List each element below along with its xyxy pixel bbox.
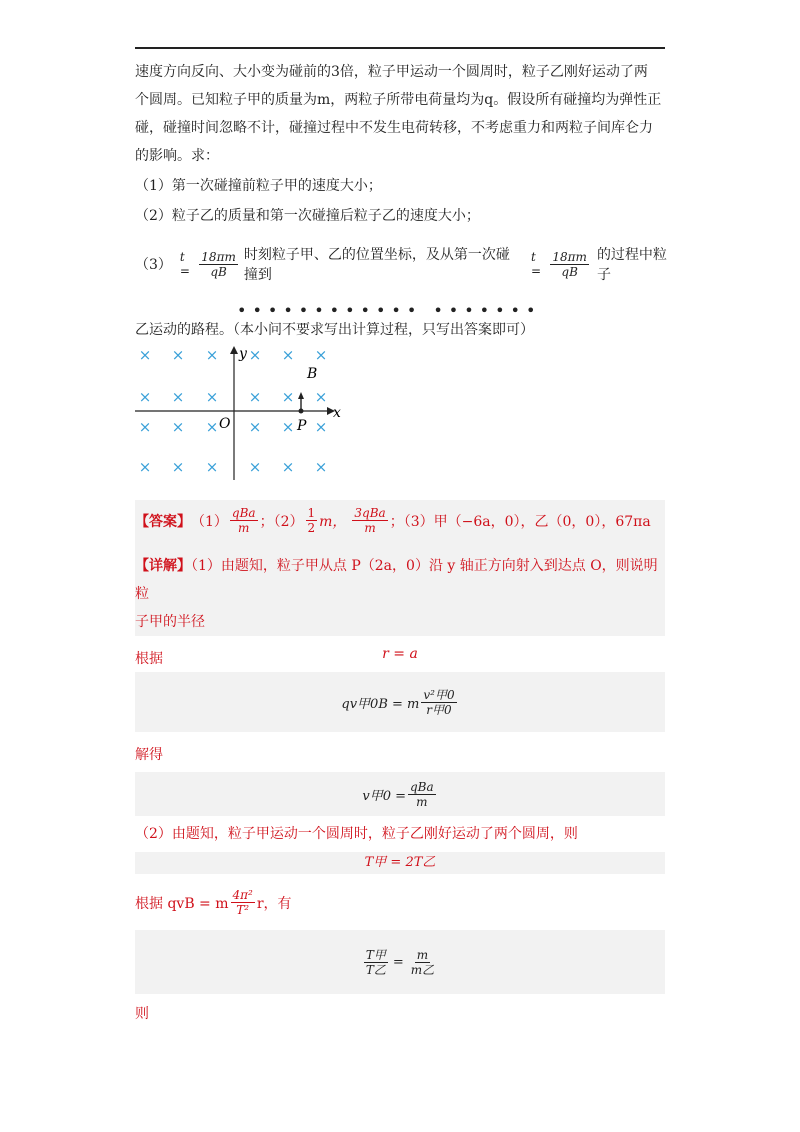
answer-1-num: qBa	[231, 506, 256, 520]
q3-frac-den-2: qB	[561, 264, 578, 279]
field-cross: ×	[171, 346, 185, 364]
eq2-den: m	[416, 794, 428, 809]
field-cross: ×	[314, 388, 328, 406]
x-label: x	[333, 405, 341, 421]
equation-2	[135, 772, 665, 816]
eq2-left: v甲0 =	[362, 788, 406, 804]
diagram-svg	[135, 340, 345, 485]
detail-text2: 子甲的半径	[135, 614, 205, 630]
q3-fraction	[199, 250, 238, 279]
field-cross: ×	[281, 346, 295, 364]
problem-line: 速度方向反向、大小变为碰前的3倍，粒子甲运动一个圆周时，粒子乙刚好运动了两	[135, 64, 648, 80]
eq4-num: 4π²	[232, 888, 253, 902]
eq4-den: T²	[236, 903, 250, 917]
y-axis-arrow	[230, 346, 238, 354]
field-cross: ×	[205, 458, 219, 476]
question-1: （1）第一次碰撞前粒子甲的速度大小；	[135, 178, 382, 194]
field-cross: ×	[171, 458, 185, 476]
answer-2-den: 2	[307, 521, 316, 535]
answer-p1: （1）	[191, 513, 228, 530]
field-cross: ×	[138, 458, 152, 476]
answer-2-fraction	[306, 506, 318, 535]
q3-frac-num: 18πm	[201, 249, 236, 264]
equation-r: r = a	[382, 646, 418, 662]
field-cross: ×	[205, 388, 219, 406]
answer-2-num: 1	[307, 506, 316, 520]
field-cross: ×	[248, 346, 262, 364]
genju-label: 根据	[135, 651, 163, 667]
field-cross: ×	[248, 458, 262, 476]
field-cross: ×	[138, 388, 152, 406]
eq2-num: qBa	[409, 779, 434, 794]
eq1-fraction	[421, 688, 456, 717]
q3-frac-num-2: 18πm	[552, 249, 587, 264]
magnetic-field-diagram	[135, 340, 345, 485]
eq5-left-fraction	[364, 948, 388, 977]
q3-end: 的过程中粒子	[596, 247, 667, 283]
field-cross: ×	[138, 418, 152, 436]
answer-tag: 【答案】	[135, 513, 191, 530]
answer-2-m: m，	[319, 513, 347, 530]
eq5-equals: =	[392, 954, 404, 970]
answer-line	[135, 506, 651, 535]
velocity-arrow	[298, 392, 304, 399]
eq5-den-r: m乙	[410, 962, 435, 977]
field-cross: ×	[314, 418, 328, 436]
q3-t2: t =	[531, 250, 542, 278]
header-rule	[135, 47, 665, 49]
question-3-line2: 乙运动的路程。（本小问不要求写出计算过程，只写出答案即可）	[135, 322, 534, 338]
eq1-left: qv甲0B = m	[341, 696, 420, 712]
eq5-num-l: T甲	[365, 947, 386, 962]
detail-block	[135, 552, 665, 668]
q3-prefix: （3）	[135, 257, 172, 273]
eq4-tail: r，有	[256, 895, 292, 912]
field-cross: ×	[281, 458, 295, 476]
eq4-fraction	[231, 888, 255, 917]
answer-1-fraction	[230, 506, 258, 535]
detail-text3: （2）由题知，粒子甲运动一个圆周时，粒子乙刚好运动了两个圆周，则	[135, 826, 578, 842]
genju-line-2	[135, 888, 292, 917]
problem-text	[135, 58, 665, 230]
eq2-fraction	[408, 780, 436, 809]
eq1-num: v²甲0	[423, 687, 455, 702]
detail-line1	[135, 552, 665, 608]
point-p-dot	[299, 409, 304, 414]
equation-box-1	[135, 672, 665, 732]
q3-frac-den: qB	[210, 264, 227, 279]
question-3	[135, 244, 675, 284]
answer-2b-den: m	[364, 521, 376, 535]
field-cross: ×	[138, 346, 152, 364]
problem-line: 碰，碰撞时间忽略不计，碰撞过程中不发生电荷转移，不考虑重力和两粒子间库仑力	[135, 120, 653, 136]
problem-line: 个圆周。已知粒子甲的质量为m，两粒子所带电荷量均为q。假设所有碰撞均为弹性正	[135, 92, 662, 108]
emphasis-dots: •••••••••••• •••••••	[237, 301, 542, 320]
field-cross: ×	[171, 418, 185, 436]
origin-label: O	[219, 416, 231, 432]
answer-2b-fraction	[352, 506, 387, 535]
detail-tag: 【详解】	[135, 558, 191, 574]
eq5-den-l: T乙	[365, 962, 386, 977]
field-cross: ×	[248, 418, 262, 436]
field-cross: ×	[314, 458, 328, 476]
genju2: 根据 qvB = m	[135, 895, 229, 912]
problem-line: 的影响。求：	[135, 148, 219, 164]
field-cross: ×	[281, 418, 295, 436]
q3-mid: 时刻粒子甲、乙的位置坐标，及从第一次碰撞到	[243, 247, 510, 283]
equation-box-5	[135, 930, 665, 994]
q3-t: t =	[179, 250, 190, 278]
answer-sep2: ；（3）甲（−6a，0），乙（0，0），67πa	[389, 513, 651, 530]
field-cross: ×	[314, 346, 328, 364]
b-label: B	[307, 366, 318, 382]
equation-3: T甲 = 2T乙	[135, 852, 665, 874]
answer-sep1: ；（2）	[259, 513, 304, 530]
q3-fraction-2	[550, 250, 589, 279]
field-cross: ×	[205, 418, 219, 436]
detail-text1: （1）由题知，粒子甲从点 P（2a，0）沿 y 轴正方向射入到达点 O，则说明粒	[135, 558, 658, 602]
field-cross: ×	[281, 388, 295, 406]
field-cross: ×	[248, 388, 262, 406]
eq1-den: r甲0	[426, 702, 452, 717]
equation-5	[135, 930, 665, 994]
answer-1-den: m	[238, 521, 250, 535]
question-2: （2）粒子乙的质量和第一次碰撞后粒子乙的速度大小；	[135, 208, 480, 224]
jiede-label: 解得	[135, 747, 163, 763]
field-cross: ×	[171, 388, 185, 406]
eq5-right-fraction	[409, 948, 436, 977]
equation-box-2	[135, 772, 665, 816]
equation-1	[135, 672, 665, 732]
field-cross: ×	[205, 346, 219, 364]
ze-label: 则	[135, 1006, 149, 1022]
answer-2b-num: 3qBa	[354, 506, 386, 520]
y-label: y	[239, 346, 247, 362]
eq5-num-r: m	[416, 947, 429, 962]
p-label: P	[297, 418, 307, 434]
